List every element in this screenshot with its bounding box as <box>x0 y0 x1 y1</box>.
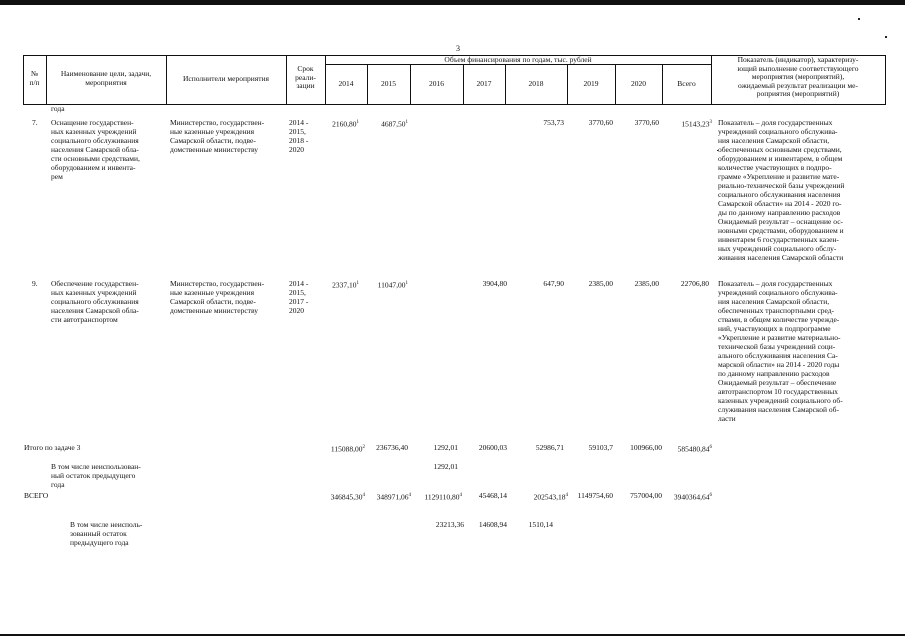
value-text: 202543,18 <box>533 492 566 502</box>
value-text: 11047,00 <box>377 280 406 290</box>
row-value-2019: 2385,00 <box>588 279 613 288</box>
footnote-mark: 4 <box>362 493 365 498</box>
footnote-mark: 1 <box>405 281 408 286</box>
value-text: 346845,30 <box>330 492 363 502</box>
header-total: Всего <box>677 79 696 88</box>
row-value-2014 <box>332 279 359 290</box>
row-value-2020: 3770,60 <box>634 118 659 127</box>
value-text: 2160,80 <box>332 119 357 129</box>
value-text: 4687,50 <box>381 119 406 129</box>
row-number: 7. <box>32 118 38 127</box>
row-executors: Министерство, государствен- ные казенные учреждения Самарской области, подве- домственные министерству <box>170 279 265 315</box>
footnote-mark: 4 <box>565 493 568 498</box>
row-value-2015 <box>381 118 408 129</box>
value-text: 115088,00 <box>330 444 363 454</box>
unused-task3-2016: 1292,01 <box>433 462 458 471</box>
unused-total-2016: 23213,36 <box>435 520 464 529</box>
total-task3-2014 <box>331 443 365 454</box>
grand-total-2018 <box>534 491 568 502</box>
header-year-2018: 2018 <box>528 79 544 88</box>
page-number: 3 <box>456 44 460 53</box>
header-year-2020: 2020 <box>631 79 646 88</box>
grand-total-2014 <box>331 491 365 502</box>
grand-total-2016 <box>424 491 462 502</box>
footnote-mark: 1 <box>405 120 408 125</box>
header-year-2017: 2017 <box>476 79 492 88</box>
grand-total-2020: 757004,00 <box>630 491 662 500</box>
grand-total-2015 <box>377 491 411 502</box>
row-executors: Министерство, государствен- ные казенные учреждения Самарской области, подве- домственные министерству <box>170 118 265 154</box>
row-indicator: Показатель – доля государственных учреждений социального обслужива- ния населения Самарской области, обеспеченных основными средствами, оборудованием и инвентарем, в общем количестве участвующих в подпро- грамме «Укрепление и развитие мате- риально-технической базы учреждений социального обслуживания населения Самарской области» на 2014 - 2020 го- ды по данному направлению расходов Ожидаемый результат – оснащение ос- новными средствами, оборудованием и инвентарем 6 государственных казен- ных учреждений социального обслу- живания населения Самарской области <box>718 118 845 262</box>
footnote-mark: 6 <box>709 445 712 450</box>
row-indicator: Показатель – доля государственных учреждений социального обслужива- ния населения Самарской области, обеспеченных транспортными сред- ствами, в общем количестве учрежде- ний, участвующих в подпрограмме «Укрепление и развитие материально- технической базы учреждений соци- ального обслуживания населения Са- марской области» на 2014 - 2020 годы по данному направлению расходов Ожидаемый результат – обеспечение автотранспортом 10 государственных казенных учреждений социального об- служивания населения Самарской об- ласти <box>718 279 843 423</box>
row-value-2014 <box>332 118 359 129</box>
footnote-mark: 4 <box>459 493 462 498</box>
total-task3-2018: 52986,71 <box>535 443 564 452</box>
row-term: 2014 - 2015, 2017 - 2020 <box>289 279 309 315</box>
scan-speck <box>885 36 887 38</box>
grand-total-total <box>674 491 712 502</box>
total-task3-2019: 59103,7 <box>588 443 613 452</box>
header-year-2015: 2015 <box>381 79 396 88</box>
row-number: 9. <box>32 279 38 288</box>
scan-edge-top <box>0 0 905 5</box>
unused-task3-label: В том числе неиспользован- ный остаток предыдущего года <box>51 462 141 489</box>
footnote-mark: 4 <box>408 493 411 498</box>
header-year-2019: 2019 <box>583 79 599 88</box>
footnote-mark: 6 <box>709 493 712 498</box>
value-text: 2337,10 <box>332 280 357 290</box>
header-year-2016: 2016 <box>429 79 444 88</box>
row-total <box>681 118 712 129</box>
value-text: 348971,06 <box>376 492 409 502</box>
header-executors: Исполнители мероприятия <box>183 74 269 83</box>
grand-total-label: ВСЕГО <box>24 491 49 500</box>
grand-total-2017: 45468,14 <box>478 491 507 500</box>
value-text: 3940364,64 <box>673 492 710 502</box>
value-text: 15143,23 <box>681 119 710 129</box>
scan-speck <box>858 18 860 20</box>
total-task3-label: Итого по задаче 3 <box>24 443 81 452</box>
row-value-2018: 647,90 <box>543 279 564 288</box>
footnote-mark: 3 <box>709 120 712 125</box>
unused-total-2018: 1510,14 <box>528 520 553 529</box>
footnote-mark: 1 <box>356 120 359 125</box>
row-value-2018: 753,73 <box>543 118 564 127</box>
value-text: 585480,84 <box>677 444 710 454</box>
unused-total-label: В том числе неисполь- зованный остаток предыдущего года <box>70 520 143 547</box>
footnote-mark: 2 <box>362 445 365 450</box>
carry-over-text: года <box>51 104 65 113</box>
row-term: 2014 - 2015, 2018 - 2020 <box>289 118 309 154</box>
header-num: № п/п <box>29 69 40 87</box>
row-value-2020: 2385,00 <box>634 279 659 288</box>
total-task3-2017: 20600,03 <box>478 443 507 452</box>
total-task3-total <box>678 443 712 454</box>
row-name: Оснащение государствен- ных казенных учреждений социального обслуживания населения Самарской обла- сти основными средствами, оборудованием и инвента- рем <box>51 118 140 181</box>
header-name: Наименование цели, задачи, мероприятия <box>60 69 152 87</box>
header-financing: Объем финансирования по годам, тыс. рублей <box>444 55 592 64</box>
total-task3-2020: 100966,00 <box>630 443 662 452</box>
header-bottom-rule <box>23 104 885 105</box>
unused-total-2017: 14608,94 <box>478 520 507 529</box>
footnote-mark: 1 <box>356 281 359 286</box>
header-col-divider <box>885 55 886 105</box>
total-task3-2016: 1292,01 <box>433 443 458 452</box>
row-value-2015 <box>378 279 408 290</box>
row-name: Обеспечение государствен- ных казенных учреждений социального обслуживания населения Самарской обла- сти автотранспортом <box>51 279 139 324</box>
value-text: 1129110,80 <box>424 492 460 502</box>
scan-edge-bottom <box>0 634 905 636</box>
row-value-2017: 3904,80 <box>482 279 507 288</box>
total-task3-2015: 236736,40 <box>376 443 408 452</box>
header-year-2014: 2014 <box>338 79 354 88</box>
row-value-2019: 3770,60 <box>588 118 613 127</box>
header-indicator: Показатель (индикатор), характеризу- ющий выполнение соответствующего мероприятия (мероприятий), ожидаемый результат реализации ме- роприятия (мероприятий) <box>737 55 859 98</box>
grand-total-2019: 1149754,60 <box>577 491 613 500</box>
header-term: Срок реали- зации <box>295 64 316 90</box>
row-total: 22706,80 <box>680 279 709 288</box>
